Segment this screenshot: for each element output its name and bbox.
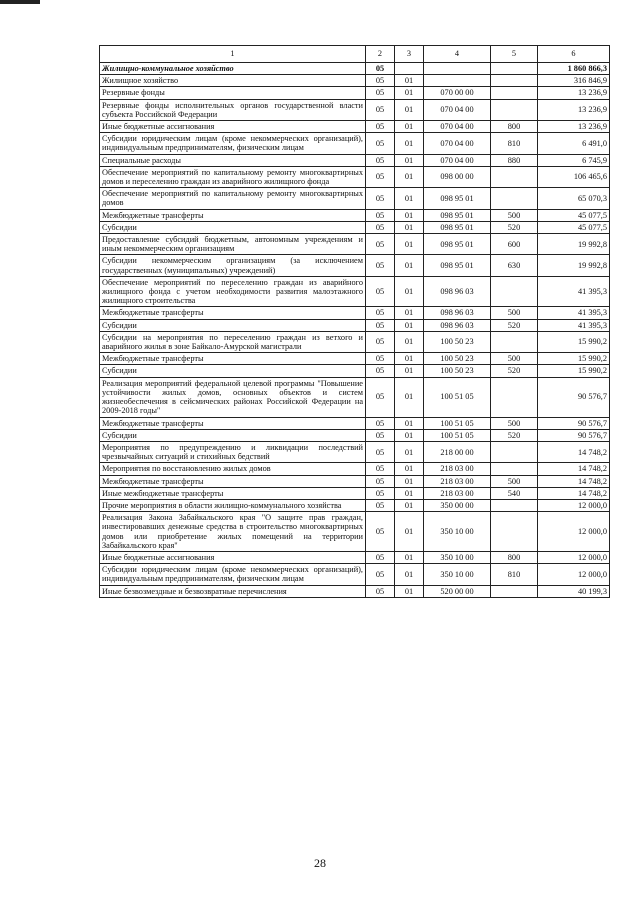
row-subsection: 01 [395, 353, 424, 365]
row-expense-type: 800 [491, 121, 538, 133]
row-expense-type [491, 331, 538, 352]
row-amount: 45 077,5 [538, 209, 610, 221]
row-target-article: 098 95 01 [424, 188, 491, 209]
table-row [100, 276, 610, 307]
page-number: 28 [314, 856, 326, 870]
row-target-article: 098 00 00 [424, 166, 491, 187]
row-section: 05 [366, 353, 395, 365]
table-header-row [100, 46, 610, 63]
row-subsection: 01 [395, 166, 424, 187]
row-target-article: 070 04 00 [424, 121, 491, 133]
row-section: 05 [366, 441, 395, 462]
row-subsection: 01 [395, 234, 424, 255]
row-expense-type: 630 [491, 255, 538, 276]
row-amount: 12 000,0 [538, 564, 610, 585]
table-row [100, 353, 610, 365]
row-subsection: 01 [395, 487, 424, 499]
row-subsection: 01 [395, 221, 424, 233]
row-amount: 14 748,2 [538, 475, 610, 487]
header-col-1: 1 [100, 46, 366, 63]
row-name: Прочие мероприятия в области жилищно-коммунального хозяйства [100, 499, 366, 511]
row-expense-type [491, 99, 538, 120]
row-section: 05 [366, 188, 395, 209]
header-col-3: 3 [395, 46, 424, 63]
row-target-article: 100 51 05 [424, 429, 491, 441]
row-subsection: 01 [395, 564, 424, 585]
row-target-article: 218 03 00 [424, 475, 491, 487]
row-subsection: 01 [395, 133, 424, 154]
row-name: Межбюджетные трансферты [100, 417, 366, 429]
row-name: Межбюджетные трансферты [100, 475, 366, 487]
row-subsection: 01 [395, 512, 424, 552]
row-subsection: 01 [395, 365, 424, 377]
row-target-article: 098 95 01 [424, 234, 491, 255]
table-row [100, 487, 610, 499]
row-amount: 12 000,0 [538, 499, 610, 511]
row-section: 05 [366, 221, 395, 233]
header-col-2: 2 [366, 46, 395, 63]
row-subsection: 01 [395, 121, 424, 133]
row-subsection: 01 [395, 429, 424, 441]
row-expense-type [491, 585, 538, 597]
row-amount: 90 576,7 [538, 377, 610, 417]
budget-table [99, 45, 610, 598]
table-row [100, 319, 610, 331]
row-target-article: 098 96 03 [424, 307, 491, 319]
row-name: Резервные фонды исполнительных органов государственной власти субъекта Российской Федерации [100, 99, 366, 120]
row-expense-type [491, 63, 538, 75]
row-expense-type [491, 166, 538, 187]
row-section: 05 [366, 463, 395, 475]
row-target-article: 098 95 01 [424, 221, 491, 233]
row-expense-type: 540 [491, 487, 538, 499]
row-section: 05 [366, 417, 395, 429]
table-row [100, 209, 610, 221]
table-row [100, 499, 610, 511]
row-section: 05 [366, 499, 395, 511]
table-row [100, 365, 610, 377]
row-subsection: 01 [395, 417, 424, 429]
table-row [100, 417, 610, 429]
row-subsection: 01 [395, 255, 424, 276]
row-subsection: 01 [395, 441, 424, 462]
row-amount: 14 748,2 [538, 487, 610, 499]
table-row [100, 188, 610, 209]
row-expense-type [491, 377, 538, 417]
row-section: 05 [366, 166, 395, 187]
row-expense-type [491, 441, 538, 462]
row-target-article: 350 10 00 [424, 564, 491, 585]
row-subsection: 01 [395, 87, 424, 99]
row-target-article: 100 50 23 [424, 365, 491, 377]
row-name: Иные безвозмездные и безвозвратные перечисления [100, 585, 366, 597]
row-name: Субсидии юридическим лицам (кроме некоммерческих организаций), индивидуальным предпринимателям, физическим лицам [100, 564, 366, 585]
row-section: 05 [366, 209, 395, 221]
row-name: Межбюджетные трансферты [100, 353, 366, 365]
row-subsection: 01 [395, 585, 424, 597]
row-amount: 15 990,2 [538, 331, 610, 352]
row-amount: 6 491,0 [538, 133, 610, 154]
row-section: 05 [366, 564, 395, 585]
row-amount: 6 745,9 [538, 154, 610, 166]
row-section: 05 [366, 551, 395, 563]
row-amount: 45 077,5 [538, 221, 610, 233]
scan-corner-mark [0, 0, 40, 4]
row-subsection: 01 [395, 154, 424, 166]
row-name: Субсидии [100, 221, 366, 233]
table-row [100, 377, 610, 417]
row-amount: 13 236,9 [538, 87, 610, 99]
row-name: Жилищное хозяйство [100, 75, 366, 87]
row-section: 05 [366, 154, 395, 166]
row-name: Иные межбюджетные трансферты [100, 487, 366, 499]
table-row [100, 121, 610, 133]
row-target-article: 098 96 03 [424, 319, 491, 331]
row-target-article: 070 04 00 [424, 133, 491, 154]
row-amount: 14 748,2 [538, 441, 610, 462]
table-row [100, 551, 610, 563]
row-expense-type [491, 87, 538, 99]
row-subsection: 01 [395, 463, 424, 475]
table-row [100, 63, 610, 75]
row-amount: 90 576,7 [538, 417, 610, 429]
table-row [100, 307, 610, 319]
row-section: 05 [366, 585, 395, 597]
row-name: Иные бюджетные ассигнования [100, 551, 366, 563]
row-name: Субсидии на мероприятия по переселению граждан из ветхого и аварийного жилья в зоне Байкало-Амурской магистрали [100, 331, 366, 352]
row-expense-type: 500 [491, 417, 538, 429]
table-row [100, 564, 610, 585]
row-amount: 13 236,9 [538, 99, 610, 120]
row-subsection: 01 [395, 276, 424, 307]
row-section: 05 [366, 365, 395, 377]
row-name: Резервные фонды [100, 87, 366, 99]
row-target-article [424, 75, 491, 87]
row-subsection: 01 [395, 307, 424, 319]
row-name: Реализация Закона Забайкальского края "О защите прав граждан, инвестировавших денежные средства в строительство многоквартирных домов или приобретение жилых помещений на территории Забайкальского края" [100, 512, 366, 552]
row-target-article: 098 96 03 [424, 276, 491, 307]
row-expense-type: 520 [491, 319, 538, 331]
row-expense-type: 520 [491, 365, 538, 377]
row-amount: 12 000,0 [538, 512, 610, 552]
row-subsection: 01 [395, 551, 424, 563]
table-row [100, 87, 610, 99]
header-col-4: 4 [424, 46, 491, 63]
row-amount: 19 992,8 [538, 255, 610, 276]
row-section: 05 [366, 99, 395, 120]
row-name: Субсидии [100, 319, 366, 331]
row-expense-type: 880 [491, 154, 538, 166]
row-section: 05 [366, 512, 395, 552]
row-name: Жилищно-коммунальное хозяйство [100, 63, 366, 75]
row-expense-type: 500 [491, 307, 538, 319]
table-row [100, 331, 610, 352]
row-target-article [424, 63, 491, 75]
row-name: Обеспечение мероприятий по капитальному ремонту многоквартирных домов [100, 188, 366, 209]
row-subsection: 01 [395, 499, 424, 511]
row-amount: 1 860 866,3 [538, 63, 610, 75]
row-amount: 40 199,3 [538, 585, 610, 597]
row-expense-type [491, 188, 538, 209]
header-col-6: 6 [538, 46, 610, 63]
row-subsection: 01 [395, 209, 424, 221]
row-subsection: 01 [395, 319, 424, 331]
row-expense-type: 500 [491, 353, 538, 365]
row-section: 05 [366, 331, 395, 352]
row-subsection [395, 63, 424, 75]
table-row [100, 234, 610, 255]
row-amount: 19 992,8 [538, 234, 610, 255]
row-name: Межбюджетные трансферты [100, 209, 366, 221]
table-row [100, 585, 610, 597]
row-section: 05 [366, 255, 395, 276]
row-amount: 15 990,2 [538, 365, 610, 377]
row-target-article: 100 51 05 [424, 377, 491, 417]
row-subsection: 01 [395, 331, 424, 352]
row-expense-type [491, 75, 538, 87]
row-amount: 13 236,9 [538, 121, 610, 133]
table-row [100, 75, 610, 87]
row-expense-type: 810 [491, 564, 538, 585]
row-target-article: 098 95 01 [424, 255, 491, 276]
row-section: 05 [366, 429, 395, 441]
row-expense-type: 500 [491, 475, 538, 487]
table-row [100, 429, 610, 441]
table-row [100, 463, 610, 475]
row-target-article: 070 00 00 [424, 87, 491, 99]
row-expense-type [491, 512, 538, 552]
row-target-article: 218 03 00 [424, 487, 491, 499]
row-expense-type: 500 [491, 209, 538, 221]
row-target-article: 098 95 01 [424, 209, 491, 221]
row-subsection: 01 [395, 188, 424, 209]
row-expense-type: 810 [491, 133, 538, 154]
row-amount: 316 846,9 [538, 75, 610, 87]
row-name: Обеспечение мероприятий по капитальному ремонту многоквартирных домов и переселению граждан из аварийного жилищного фонда [100, 166, 366, 187]
row-target-article: 218 03 00 [424, 463, 491, 475]
row-name: Межбюджетные трансферты [100, 307, 366, 319]
row-section: 05 [366, 234, 395, 255]
row-target-article: 070 04 00 [424, 99, 491, 120]
row-expense-type [491, 463, 538, 475]
row-section: 05 [366, 63, 395, 75]
row-target-article: 100 50 23 [424, 331, 491, 352]
table-row [100, 221, 610, 233]
row-amount: 106 465,6 [538, 166, 610, 187]
row-expense-type: 520 [491, 429, 538, 441]
row-amount: 90 576,7 [538, 429, 610, 441]
table-row [100, 154, 610, 166]
row-amount: 15 990,2 [538, 353, 610, 365]
row-target-article: 100 51 05 [424, 417, 491, 429]
row-name: Специальные расходы [100, 154, 366, 166]
row-section: 05 [366, 276, 395, 307]
row-section: 05 [366, 75, 395, 87]
row-section: 05 [366, 307, 395, 319]
row-name: Субсидии [100, 365, 366, 377]
table-row [100, 512, 610, 552]
row-name: Реализация мероприятий федеральной целевой программы "Повышение устойчивости жилых домов, основных объектов и систем жизнеобеспечения в сейсмических районах Российской Федерации на 2009-2018 годы" [100, 377, 366, 417]
row-section: 05 [366, 133, 395, 154]
row-subsection: 01 [395, 475, 424, 487]
row-target-article: 350 00 00 [424, 499, 491, 511]
row-amount: 41 395,3 [538, 319, 610, 331]
row-name: Мероприятия по восстановлению жилых домов [100, 463, 366, 475]
row-name: Субсидии юридическим лицам (кроме некоммерческих организаций), индивидуальным предпринимателям, физическим лицам [100, 133, 366, 154]
table-row [100, 441, 610, 462]
row-subsection: 01 [395, 75, 424, 87]
row-expense-type: 520 [491, 221, 538, 233]
header-col-5: 5 [491, 46, 538, 63]
row-target-article: 218 00 00 [424, 441, 491, 462]
row-section: 05 [366, 87, 395, 99]
table-row [100, 133, 610, 154]
row-section: 05 [366, 319, 395, 331]
row-section: 05 [366, 121, 395, 133]
row-amount: 41 395,3 [538, 307, 610, 319]
table-row [100, 475, 610, 487]
row-amount: 12 000,0 [538, 551, 610, 563]
row-amount: 65 070,3 [538, 188, 610, 209]
row-target-article: 070 04 00 [424, 154, 491, 166]
row-subsection: 01 [395, 377, 424, 417]
row-subsection: 01 [395, 99, 424, 120]
row-name: Обеспечение мероприятий по переселению граждан из аварийного жилищного фонда с учетом необходимости развития малоэтажного жилищного строительства [100, 276, 366, 307]
row-name: Субсидии [100, 429, 366, 441]
row-expense-type [491, 499, 538, 511]
row-target-article: 520 00 00 [424, 585, 491, 597]
row-name: Предоставление субсидий бюджетным, автономным учреждениям и иным некоммерческим организациям [100, 234, 366, 255]
row-target-article: 350 10 00 [424, 551, 491, 563]
row-section: 05 [366, 475, 395, 487]
table-row [100, 255, 610, 276]
row-amount: 41 395,3 [538, 276, 610, 307]
row-name: Мероприятия по предупреждению и ликвидации последствий чрезвычайных ситуаций и стихийных бедствий [100, 441, 366, 462]
row-name: Субсидии некоммерческим организациям (за исключением государственных (муниципальных) учреждений) [100, 255, 366, 276]
row-section: 05 [366, 487, 395, 499]
row-expense-type [491, 276, 538, 307]
row-target-article: 350 10 00 [424, 512, 491, 552]
table-row [100, 99, 610, 120]
row-target-article: 100 50 23 [424, 353, 491, 365]
row-expense-type: 800 [491, 551, 538, 563]
row-amount: 14 748,2 [538, 463, 610, 475]
row-expense-type: 600 [491, 234, 538, 255]
row-name: Иные бюджетные ассигнования [100, 121, 366, 133]
table-row [100, 166, 610, 187]
row-section: 05 [366, 377, 395, 417]
budget-table-body [100, 46, 610, 598]
